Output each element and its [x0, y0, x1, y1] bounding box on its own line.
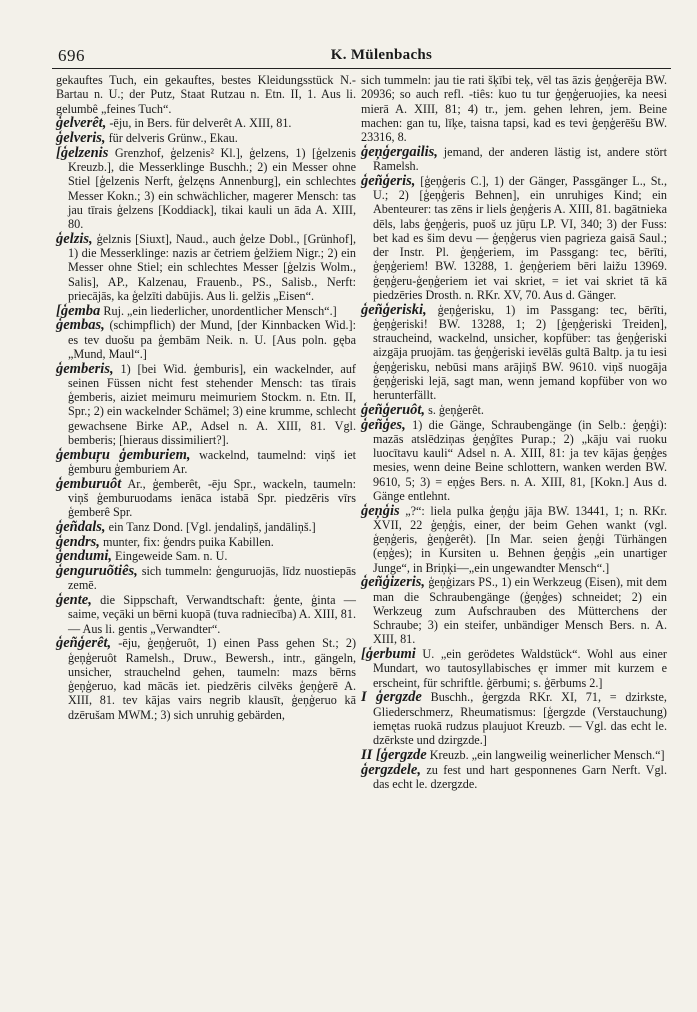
entry-text: Kreuzb. „ein langweilig weinerlicher Mensch.“] [426, 747, 665, 762]
entry-headword: II [ģergzde [361, 746, 427, 763]
entry-headword: ģeņģis [361, 502, 400, 519]
entry-text: zu fest und hart gesponnenes Garn Nerft. Vgl. das echt le. dzergzde. [373, 762, 667, 791]
entry-headword: I ģergzde [361, 689, 422, 706]
entry-text: -ēju, in Bers. für delverêt A. XIII, 81. [106, 116, 292, 131]
dictionary-entry [361, 303, 667, 403]
entry-headword: ģendrs, [56, 533, 100, 550]
entry-text: Buschh., ģergzda RKr. XI, 71, = dzirkste, Gliederschmerz, Rheumatismus: [ģergzde (Verstauchung) iemętas ruokā rudzus plaujuot Kreuzb. — Vgl. das echt le. dzērkste und dzirgzde.] [373, 690, 667, 747]
entry-text: für delveris Grünw., Ekau. [105, 131, 238, 145]
dictionary-entry [361, 763, 667, 792]
entry-headword: ģeñģeruôt, [361, 401, 426, 418]
dictionary-entry [361, 174, 667, 302]
entry-text: Eingeweide Sam. n. U. [112, 549, 228, 564]
entry-headword: [ģelzenis [56, 144, 109, 161]
entry-text: 1) [bei Wid. ģemburis], ein wackelnder, auf seinen Füssen nicht fest stehender Mensch: tas tīrais ģemberis, aiziet meimuru meimuriem Stockm. n. Etn. II, Spr.; 2) ein wackelnder Schämel; 3) eine krumme, schlecht gewachsene Birke AP., Adsel n. A. XIII, 81. Vgl. bemberis; [hieraus dissimiliert?]. [68, 361, 356, 447]
entry-headword: ģelzis, [56, 230, 93, 247]
right-column [361, 73, 667, 792]
entry-text: ģelznis [Siuxt], Naud., auch ģelze Dobl., [Grünhof], 1) die Messerklinge: nazis ar četriem ģelžiem Nigr.; 2) ein Messer ohne Stiel; ein schlechtes Messer [ģelzis Wolm., Salis], AP., Kalzenau, Frauenb., PS., Salisb., Nerft: priecājās, ka ģelzīti dabūjis. Aus li. gelžis „Eisen“. [68, 231, 356, 303]
entry-text: 1) die Gänge, Schraubengänge (in Selb.: ģeņģi): mazās atslēdziņas ģeņģītes Purap.; 2) „kāju vai ruoku luocītavu kauli“ Adsel n. A. XIII, 81: ja tev kājas ģeņģes mesies, wenn deine Beine schlottern, wanken werden BW. 9610, 5; 3) = eņģes Bers. n. A. XIII, 81, [Kokn.] Aus d. Gänge entlehnt. [373, 417, 667, 503]
dictionary-entry [56, 477, 356, 520]
entry-headword: ģembuŗu ģemburiem, [56, 446, 191, 463]
dictionary-entry [361, 504, 667, 575]
dictionary-entry [56, 232, 356, 303]
entry-headword: ģembas, [56, 317, 105, 334]
dictionary-entry [56, 73, 356, 116]
dictionary-entry [56, 535, 356, 549]
entry-text: ģeņģerisku, 1) im Passgang: tec, bērīti, ģeņģeriski! BW. 13288, 1; 2) [ģeņģeriski Treiden], straucheind, wackelnd, unsicher, kopfüber: tas ģeņģeriski aizgāja pruojām. tas ģeņģeriski ievēlās gultā Baltp. ja tu iesi ģeņģerisku, nebūsi mans arājiņš BW. 9610. viņš nuogāja ģeņģeriski lejā, sagt man, wenn jemand kopfüber von wo herunterfällt. [373, 302, 667, 402]
entry-headword: ģelveris, [56, 130, 106, 146]
entry-headword: ģeñģeris, [361, 172, 416, 189]
entry-text: ģeņģizars PS., 1) ein Werkzeug (Eisen), mit dem man die Schraubengänge (ģeņģes) schneidet; 2) ein Werkzeug zum Aufschrauben des Mütterchens der Schraube; 3) ein steifer, unbändiger Mensch Bers. n. A. XIII, 81. [373, 575, 667, 647]
dictionary-entry [56, 131, 356, 145]
dictionary-entry [361, 403, 667, 417]
entry-text: -ēju, ģeņģeruôt, 1) einen Pass gehen St.; 2) ģeņģeruôt Ramelsh., Druw., Bewersh., intr., gängeln, unsicher, strauchelnd gehen, taumeln: mazs bērns ģeņģeruo, kad mācās iet. piedzēris cilvēks ģeņģerē A. XIII, 81. tev kājas vairs negrib klausīt, ģeņģeruo kā dzērušam MWM.; 3) sich unruhig gebärden, [68, 636, 356, 722]
dictionary-entry [56, 549, 356, 563]
entry-text: ein Tanz Dond. [Vgl. jendaliņš, jandāliņš.] [105, 519, 316, 534]
entry-headword: ģeñdals, [56, 518, 106, 535]
entry-headword: [ģerbumi [361, 646, 416, 662]
entry-text: (schimpflich) der Mund, [der Kinnbacken Wid.]: es tev duošu pa ģembām Neik. n. U. [Aus poln. gęba „Mund, Maul“.] [68, 318, 356, 361]
dictionary-entry [361, 647, 667, 690]
dictionary-entry [56, 564, 356, 593]
entry-headword: ģenguruõtiês, [56, 563, 138, 579]
entry-text: sich tummeln: jau tie rati šķībi teķ, vēl tas āzis ģeņģerēja BW. 20936; so auch refl. -tiês: kuo tu tur ģeņģeruojies, ka neesi mierā A. XIII, 81; 4) tr., jem. gehen lehren, jem. Beine machen: gan tu, līķe, taisna tapsi, kad es tevi ģeņģerēšu BW. 23316, 8. [361, 73, 667, 144]
page-number: 696 [58, 46, 85, 65]
entry-headword: ģente, [56, 592, 92, 608]
entry-text: sich tummeln: ģenguruojās, līdz nuostiepās zemē. [68, 564, 356, 593]
entry-headword: ģemburuôt [56, 475, 122, 492]
entry-text: gekauftes Tuch, ein gekauftes, bestes Kleidungsstück N.-Bartau n. U.; der Putz, Staat Rutzau n. Etn. II, 1. Aus li. gelumbê „feines Tuch“. [56, 73, 356, 116]
dictionary-entry [361, 575, 667, 646]
dictionary-entry [361, 690, 667, 747]
entry-text: Ruj. „ein liederlicher, unordentlicher Mensch“.] [100, 303, 337, 318]
dictionary-entry [56, 116, 356, 130]
dictionary-entry [56, 593, 356, 636]
dictionary-entry [56, 448, 356, 477]
header-rule [52, 68, 671, 69]
entry-text: Ar., ģemberêt, -ēju Spr., wackeln, taumeln: viņš ģemburuodams ienāca istabā Spr. piedzēris vīrs ģemberê Spr. [68, 476, 356, 519]
entry-headword: ģeñģerêt, [56, 635, 112, 652]
dictionary-entry [56, 520, 356, 534]
entry-text: munter, fix: ģendrs puika Kabillen. [99, 534, 274, 549]
dictionary-entry [361, 145, 667, 174]
entry-text: wackelnd, taumelnd: viņš iet ģemburu ģemburiem Ar. [68, 447, 356, 476]
page-header [52, 46, 671, 68]
entry-headword: ģeñģes, [361, 416, 406, 433]
entry-headword: ģemberis, [56, 360, 114, 377]
entry-text: Grenzhof, ģelzenis² Kl.], ģelzens, 1) [ģelzenis Kreuzb.], die Messerklinge Buschh.; 2) ein Messer ohne Stiel [ģelzenis Nerft, ģelzęns Annenburg], ein schlechtes Messer Kokn.; 3) ein schwächlicher, magerer Mensch: tas jau tīrais ģelzens [Koddiack], tikai kauli un āda A. XIII, 80. [68, 145, 356, 231]
entry-text: die Sippschaft, Verwandtschaft: ģente, ģinta — saime, veçāki un bērni kuopā (tuva radniecība) A. XIII, 81. — Aus li. gentis „Verwandter“. [68, 593, 356, 636]
dictionary-entry [56, 146, 356, 232]
entry-text: jemand, der anderen lästig ist, andere stört Ramelsh. [373, 144, 667, 173]
dictionary-entry [56, 318, 356, 361]
dictionary-entry [56, 636, 356, 722]
running-title: K. Mülenbachs [330, 47, 433, 63]
dictionary-entry [361, 748, 667, 762]
entry-text: „?“: liela pulka ģeņģu jāja BW. 13441, 1; n. RKr. XVII, 22 ģeņģis, einer, der beim Gehen wankt (vgl. ģeņģeris, ģeņģerêt). [In Mar. seien ģeņģi Türhängen (eņģes); in Kursiten u. Behnen ģeņģis „ein unartiger Junge“, in Briņķi—„ein ungewandter Mensch“.] [373, 503, 667, 575]
entry-headword: ģeñģizeris, [361, 574, 426, 591]
dictionary-entry [56, 362, 356, 448]
entry-headword: ģergzdele, [361, 761, 421, 778]
entry-headword: ģendumi, [56, 548, 112, 565]
entry-text: s. ģeņģerêt. [425, 402, 484, 417]
entry-text: [ģeņģeris C.], 1) der Gänger, Passgänger L., St., U.; 2) [ģeņģeris Behnen], ein unruhiges Kind; ein Abenteurer: tas zēns ir liels ģeņģeris A. XIII, 81. bagātnieka dēls, labs ģeņģeris, puoš uz jūŗu LP. VI, 340; 3) der Fuss: bet kad es šim devu — ģeņģerus vien pagrieza gaisā Saul.; der Instr. Pl. ģeņģeriem, im Passgang: tec, bērīti, ģeņģeriem! BW. 13288, 1. ģeņģeriem bēri laižu 13969. ģeņģeru-ģeņģeriem iet vai skriet, = iet vai skriet tā kā piedzēries Drosth. n. RKr. XV, 70. Aus d. Gänger. [373, 173, 667, 302]
entry-headword: ģeņģergailis, [361, 143, 438, 160]
entry-text: U. „ein gerödetes Waldstück“. Wohl aus einer Mundart, wo tautosyllabisches ęr immer mit kurzem e erscheint, für schriftle. ģērbumi; s. ģērbums 2.] [373, 647, 667, 690]
dictionary-entry [56, 304, 356, 318]
dictionary-entry [361, 418, 667, 504]
entry-headword: ģelverêt, [56, 115, 107, 132]
left-column [56, 73, 356, 722]
entry-headword: ģeñģeriski, [361, 301, 427, 318]
dictionary-entry [361, 73, 667, 144]
entry-headword: [ģemba [56, 302, 101, 319]
